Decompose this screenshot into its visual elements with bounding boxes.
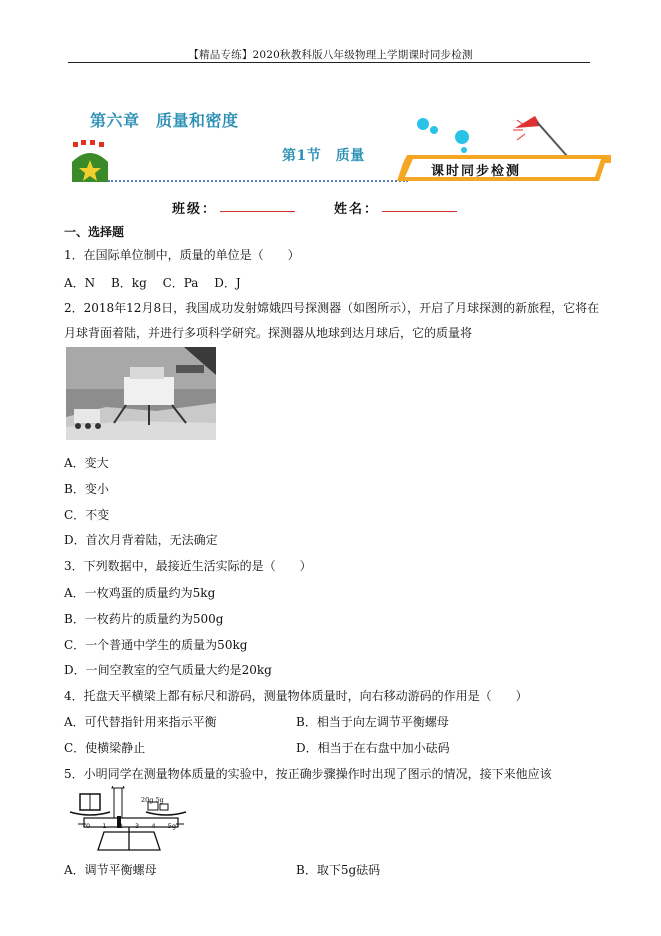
q3-option-a: A．一枚鸡蛋的质量约为5kg xyxy=(64,586,216,600)
scale-tick: 1 xyxy=(102,822,107,830)
q3-option-b: B．一枚药片的质量约为500g xyxy=(64,612,224,626)
scale-tick: 0 xyxy=(86,822,91,830)
q2-option-c: C．不变 xyxy=(64,508,110,522)
q3-option-d: D．一间空教室的空气质量大约是20kg xyxy=(64,663,272,677)
q4-stem: 4．托盘天平横梁上都有标尺和游码，测量物体质量时，向右移动游码的作用是（ ） xyxy=(64,689,528,703)
q4-option-b: B．相当于向左调节平衡螺母 xyxy=(296,715,449,729)
scale-tick: 2 xyxy=(118,822,123,830)
class-label: 班级： xyxy=(172,202,218,217)
balance-figure xyxy=(68,786,193,856)
emblem-icon xyxy=(70,140,112,186)
scale-ticks xyxy=(86,822,176,830)
class-field[interactable] xyxy=(220,211,295,212)
q5-option-b: B．取下5g砝码 xyxy=(296,863,381,877)
section-heading: 一、选择题 xyxy=(64,225,125,239)
q1-options: A．N B．kg C．Pa D．J xyxy=(64,276,241,290)
scale-tick: 3 xyxy=(135,822,140,830)
q5-stem: 5．小明同学在测量物体质量的实验中，按正确步骤操作时出现了图示的情况，接下来他应该 xyxy=(64,767,552,781)
q4-option-a: A．可代替指针用来指示平衡 xyxy=(64,715,217,729)
q5-option-a: A．调节平衡螺母 xyxy=(64,863,157,877)
badge-label: 课时同步检测 xyxy=(431,164,522,179)
q2-option-d: D．首次月背着陆，无法确定 xyxy=(64,533,218,547)
q3-option-c: C．一个普通中学生的质量为50kg xyxy=(64,638,248,652)
q1-stem: 1．在国际单位制中，质量的单位是（ ） xyxy=(64,248,300,262)
scale-tick: 4 xyxy=(151,822,156,830)
name-field[interactable] xyxy=(382,211,457,212)
weights-label: 20g 5g xyxy=(141,796,164,804)
scale-tick: 5g xyxy=(167,822,176,830)
chapter-title: 第六章 质量和密度 xyxy=(90,111,239,130)
q2-stem-line1: 2．2018年12月8日，我国成功发射嫦娥四号探测器（如图所示），开启了月球探测的新旅程，它将在 xyxy=(64,301,600,315)
q2-stem-line2: 月球背面着陆，并进行多项科学研究。探测器从地球到达月球后，它的质量将 xyxy=(64,326,473,340)
q2-option-b: B．变小 xyxy=(64,482,109,496)
section-title: 第1节 质量 xyxy=(282,148,365,164)
q2-option-a: A．变大 xyxy=(64,456,109,470)
lunar-lander-photo xyxy=(66,347,216,440)
dotted-divider xyxy=(108,180,408,182)
q4-option-d: D．相当于在右盘中加小砝码 xyxy=(296,741,450,755)
q4-option-c: C．使横梁静止 xyxy=(64,741,146,755)
name-label: 姓名： xyxy=(334,202,380,217)
document-header: 【精品专练】2020秋教科版八年级物理上学期课时同步检测 xyxy=(188,49,473,61)
header-rule xyxy=(68,62,590,63)
q3-stem: 3．下列数据中，最接近生活实际的是（ ） xyxy=(64,559,312,573)
